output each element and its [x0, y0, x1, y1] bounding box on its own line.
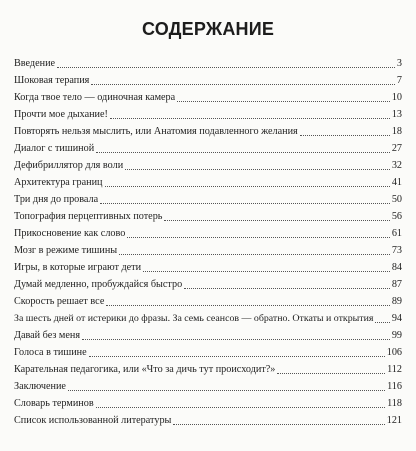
toc-dot-leader: [82, 339, 390, 340]
toc-entry-page: 50: [391, 194, 402, 205]
toc-entry: [14, 241, 402, 257]
toc-entry-page: 73: [391, 245, 402, 256]
toc-entry-page: 7: [396, 75, 402, 86]
toc-entry: [14, 326, 402, 342]
toc-dot-leader: [125, 169, 390, 170]
toc-entry: [14, 411, 402, 427]
toc-entry: [14, 139, 402, 155]
toc-entry-page: 87: [391, 279, 402, 290]
toc-dot-leader: [164, 220, 389, 221]
toc-entry-page: 3: [396, 58, 402, 69]
toc-entry-title: Скорость решает все: [14, 296, 105, 307]
toc-entry: [14, 156, 402, 172]
toc-dot-leader: [100, 203, 390, 204]
toc-dot-leader: [106, 305, 389, 306]
toc-entry-title: Диалог с тишиной: [14, 143, 95, 154]
toc-entry: [14, 258, 402, 274]
toc-entry: [14, 88, 402, 104]
toc-entry: [14, 275, 402, 291]
toc-entry-page: 84: [391, 262, 402, 273]
toc-entry: [14, 224, 402, 240]
toc-entry-title: За шесть дней от истерики до фразы. За семь сеансов — обратно. Откаты и открытия: [14, 313, 374, 324]
toc-entry: [14, 105, 402, 121]
toc-entry-title: Словарь терминов: [14, 398, 94, 409]
toc-entry-page: 18: [391, 126, 402, 137]
toc-entry-page: 89: [391, 296, 402, 307]
page-title: СОДЕРЖАНИЕ: [141, 19, 275, 39]
toc-entry: [14, 207, 402, 223]
toc-entry-title: Введение: [14, 58, 56, 69]
toc-dot-leader: [143, 271, 390, 272]
toc-entry-title: Думай медленно, пробуждайся быстро: [14, 279, 183, 290]
toc-dot-leader: [300, 135, 390, 136]
toc-entry-page: 112: [387, 364, 402, 375]
toc-entry-page: 116: [387, 381, 402, 392]
toc-entry-title: Заключение: [14, 381, 66, 392]
toc-dot-leader: [96, 152, 390, 153]
toc-entry: [14, 71, 402, 87]
toc-dot-leader: [91, 84, 395, 85]
toc-dot-leader: [89, 356, 385, 357]
toc-entry-title: Три дня до провала: [14, 194, 99, 205]
toc-entry-title: Когда твое тело — одиночная камера: [14, 92, 176, 103]
toc-entry-title: Архитектура границ: [14, 177, 103, 188]
toc-dot-leader: [119, 254, 390, 255]
toc-entry: [14, 394, 402, 410]
toc-entry-page: 13: [391, 109, 402, 120]
toc-entry-title: Голоса в тишине: [14, 347, 87, 358]
toc-dot-leader: [96, 407, 385, 408]
toc-dot-leader: [105, 186, 390, 187]
toc-entry-title: Топография перцептивных потерь: [14, 211, 163, 222]
toc-entry-title: Дефибриллятор для воли: [14, 160, 124, 171]
toc-entry-title: Мозг в режиме тишины: [14, 245, 118, 256]
toc-entry-page: 56: [391, 211, 402, 222]
toc-entry-title: Прикосновение как слово: [14, 228, 126, 239]
toc-entry-page: 121: [386, 415, 402, 426]
toc-entry-title: Список использованной литературы: [14, 415, 172, 426]
toc-entry-title: Повторять нельзя мыслить, или Анатомия подавленного желания: [14, 126, 298, 137]
toc-entry-page: 61: [391, 228, 402, 239]
toc-entry-page: 94: [391, 313, 402, 324]
toc-dot-leader: [57, 67, 395, 68]
toc-entry: [14, 360, 402, 376]
toc-dot-leader: [375, 322, 389, 323]
toc-dot-leader: [184, 288, 390, 289]
toc-entry-page: 32: [391, 160, 402, 171]
toc-dot-leader: [177, 101, 390, 102]
toc-entry: [14, 190, 402, 206]
toc-dot-leader: [277, 373, 385, 374]
toc-entry-page: 10: [391, 92, 402, 103]
toc-entry-title: Прочти мое дыхание!: [14, 109, 108, 120]
toc-entry-title: Карательная педагогика, или «Что за дичь тут происходит?»: [14, 364, 276, 375]
toc-entry-title: Давай без меня: [14, 330, 81, 341]
toc-dot-leader: [68, 390, 385, 391]
toc-entry-title: Игры, в которые играют дети: [14, 262, 142, 273]
toc-dot-leader: [173, 424, 384, 425]
toc-entry: [14, 54, 402, 70]
toc-entry: [14, 343, 402, 359]
toc-entry: [14, 292, 402, 308]
toc-entry: [14, 377, 402, 393]
toc-entry-page: 118: [387, 398, 402, 409]
toc-entry-page: 27: [391, 143, 402, 154]
toc-dot-leader: [110, 118, 390, 119]
toc-entry-page: 41: [391, 177, 402, 188]
toc-entry: [14, 173, 402, 189]
toc-entry-page: 106: [386, 347, 402, 358]
toc-entry-title: Шоковая терапия: [14, 75, 90, 86]
toc-entry: [14, 309, 402, 325]
toc-dot-leader: [127, 237, 389, 238]
toc-entry: [14, 122, 402, 138]
toc-entry-page: 99: [391, 330, 402, 341]
